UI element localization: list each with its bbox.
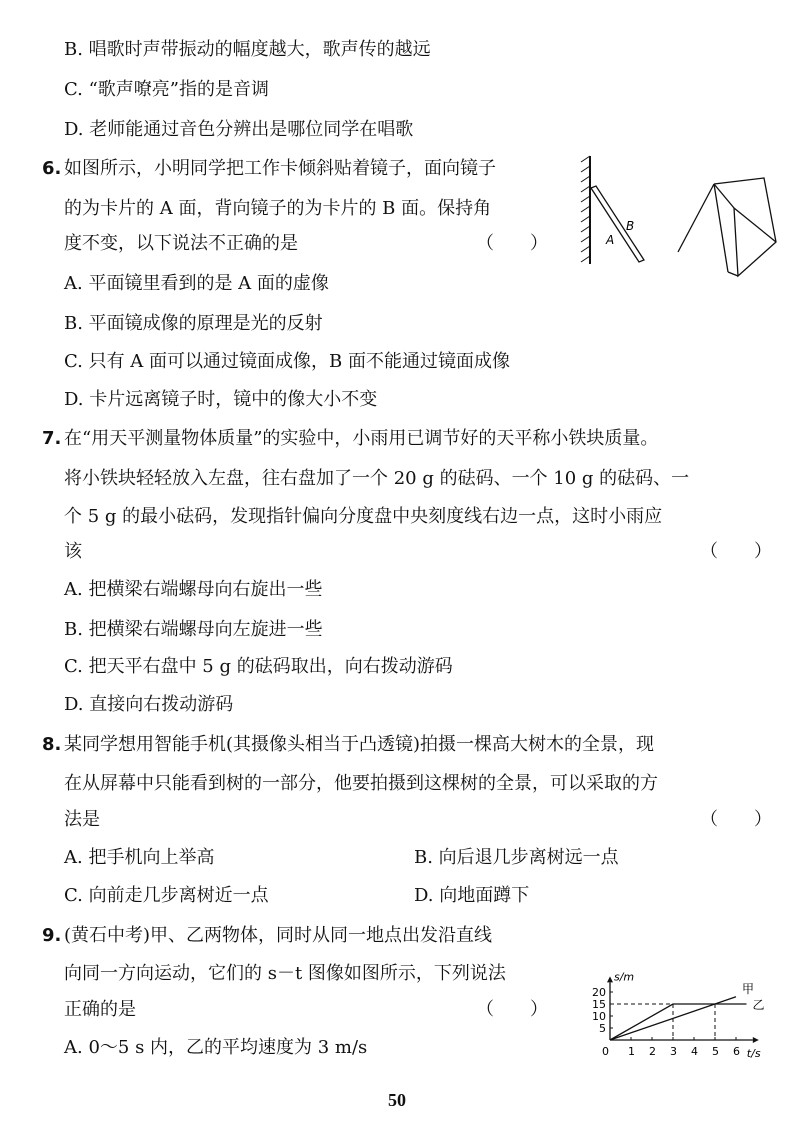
- y-tick-label: 5: [599, 1022, 606, 1035]
- q7-stem-line-4: 该: [64, 541, 82, 562]
- mirror-figure: [578, 152, 778, 282]
- q6-answer-paren: （ ）: [476, 233, 548, 254]
- q8-option-c: C. 向前走几步离树近一点: [64, 885, 269, 906]
- q6-stem-line-1: 如图所示，小明同学把工作卡倾斜贴着镜子，面向镜子: [64, 158, 496, 179]
- series-line-yi: [610, 1004, 747, 1040]
- q9-stem-line-3: 正确的是: [64, 999, 136, 1020]
- x-tick-label: 4: [691, 1045, 698, 1058]
- page-number: 50: [388, 1090, 406, 1110]
- q8-option-d: D. 向地面蹲下: [414, 885, 530, 906]
- q6-stem-line-3: 度不变，以下说法不正确的是: [64, 233, 298, 254]
- q7-option-c: C. 把天平右盘中 5 g 的砝码取出，向右拨动游码: [64, 656, 453, 677]
- q9-option-a: A. 0～5 s 内，乙的平均速度为 3 m/s: [64, 1037, 368, 1058]
- y-axis-arrow: [607, 976, 613, 982]
- y-tick-label: 20: [592, 986, 606, 999]
- q7-stem-line-2: 将小铁块轻轻放入左盘，往右盘加了一个 20 g 的砝码、一个 10 g 的砝码、一: [64, 468, 690, 489]
- x-tick-label: 1: [628, 1045, 635, 1058]
- y-axis-label: s/m: [614, 970, 635, 984]
- x-axis-label: t/s: [746, 1047, 761, 1060]
- q6-option-c: C. 只有 A 面可以通过镜面成像，B 面不能通过镜面成像: [64, 351, 510, 372]
- x-tick-label: 2: [649, 1045, 656, 1058]
- q6-stem-line-2: 的为卡片的 A 面，背向镜子的为卡片的 B 面。保持角: [64, 198, 492, 219]
- q9-answer-paren: （ ）: [476, 999, 548, 1020]
- q9-number: 9.: [42, 925, 62, 946]
- q8-stem-line-3: 法是: [64, 809, 100, 830]
- q8-answer-paren: （ ）: [700, 809, 772, 830]
- q7-answer-paren: （ ）: [700, 541, 772, 562]
- q6-option-b: B. 平面镜成像的原理是光的反射: [64, 313, 323, 334]
- x-tick-label: 3: [670, 1045, 677, 1058]
- series-label-jia: 甲: [742, 981, 755, 996]
- q8-number: 8.: [42, 734, 62, 755]
- q5-option-d: D. 老师能通过音色分辨出是哪位同学在唱歌: [64, 119, 414, 140]
- card-shape: [591, 186, 644, 262]
- q7-number: 7.: [42, 428, 62, 449]
- q7-stem-line-1: 在“用天平测量物体质量”的实验中，小雨用已调节好的天平称小铁块质量。: [64, 428, 659, 449]
- y-tick-label: 15: [592, 998, 606, 1011]
- q7-option-b: B. 把横梁右端螺母向左旋进一些: [64, 619, 323, 640]
- q6-number: 6.: [42, 158, 62, 179]
- figure-label-b: B: [626, 219, 635, 233]
- q8-option-a: A. 把手机向上举高: [64, 847, 215, 868]
- q7-option-a: A. 把横梁右端螺母向右旋出一些: [64, 579, 323, 600]
- series-label-yi: 乙: [752, 998, 765, 1012]
- y-tick-label: 10: [592, 1010, 606, 1023]
- x-tick-label: 0: [602, 1045, 609, 1058]
- mirror-hatch: [581, 156, 590, 262]
- q9-stem-line-2: 向同一方向运动，它们的 s－t 图像如图所示，下列说法: [64, 963, 506, 984]
- q9-stem-line-1: (黄石中考)甲、乙两物体，同时从同一地点出发沿直线: [64, 925, 493, 946]
- x-axis-arrow: [753, 1037, 759, 1043]
- x-tick-label: 6: [733, 1045, 740, 1058]
- card-side-view: [678, 178, 776, 276]
- q8-option-b: B. 向后退几步离树远一点: [414, 847, 619, 868]
- q6-option-a: A. 平面镜里看到的是 A 面的虚像: [64, 273, 329, 294]
- q7-option-d: D. 直接向右拨动游码: [64, 694, 234, 715]
- figure-label-a: A: [606, 233, 615, 247]
- q8-stem-line-1: 某同学想用智能手机(其摄像头相当于凸透镜)拍摄一棵高大树木的全景，现: [64, 734, 655, 755]
- q8-stem-line-2: 在从屏幕中只能看到树的一部分，他要拍摄到这棵树的全景，可以采取的方: [64, 773, 658, 794]
- q5-option-c: C. “歌声嘹亮”指的是音调: [64, 79, 269, 100]
- x-tick-label: 5: [712, 1045, 719, 1058]
- q5-option-b: B. 唱歌时声带振动的幅度越大，歌声传的越远: [64, 39, 431, 60]
- q7-stem-line-3: 个 5 g 的最小砝码，发现指针偏向分度盘中央刻度线右边一点，这时小雨应: [64, 506, 663, 527]
- q6-option-d: D. 卡片远离镜子时，镜中的像大小不变: [64, 389, 378, 410]
- st-chart: [582, 918, 782, 1064]
